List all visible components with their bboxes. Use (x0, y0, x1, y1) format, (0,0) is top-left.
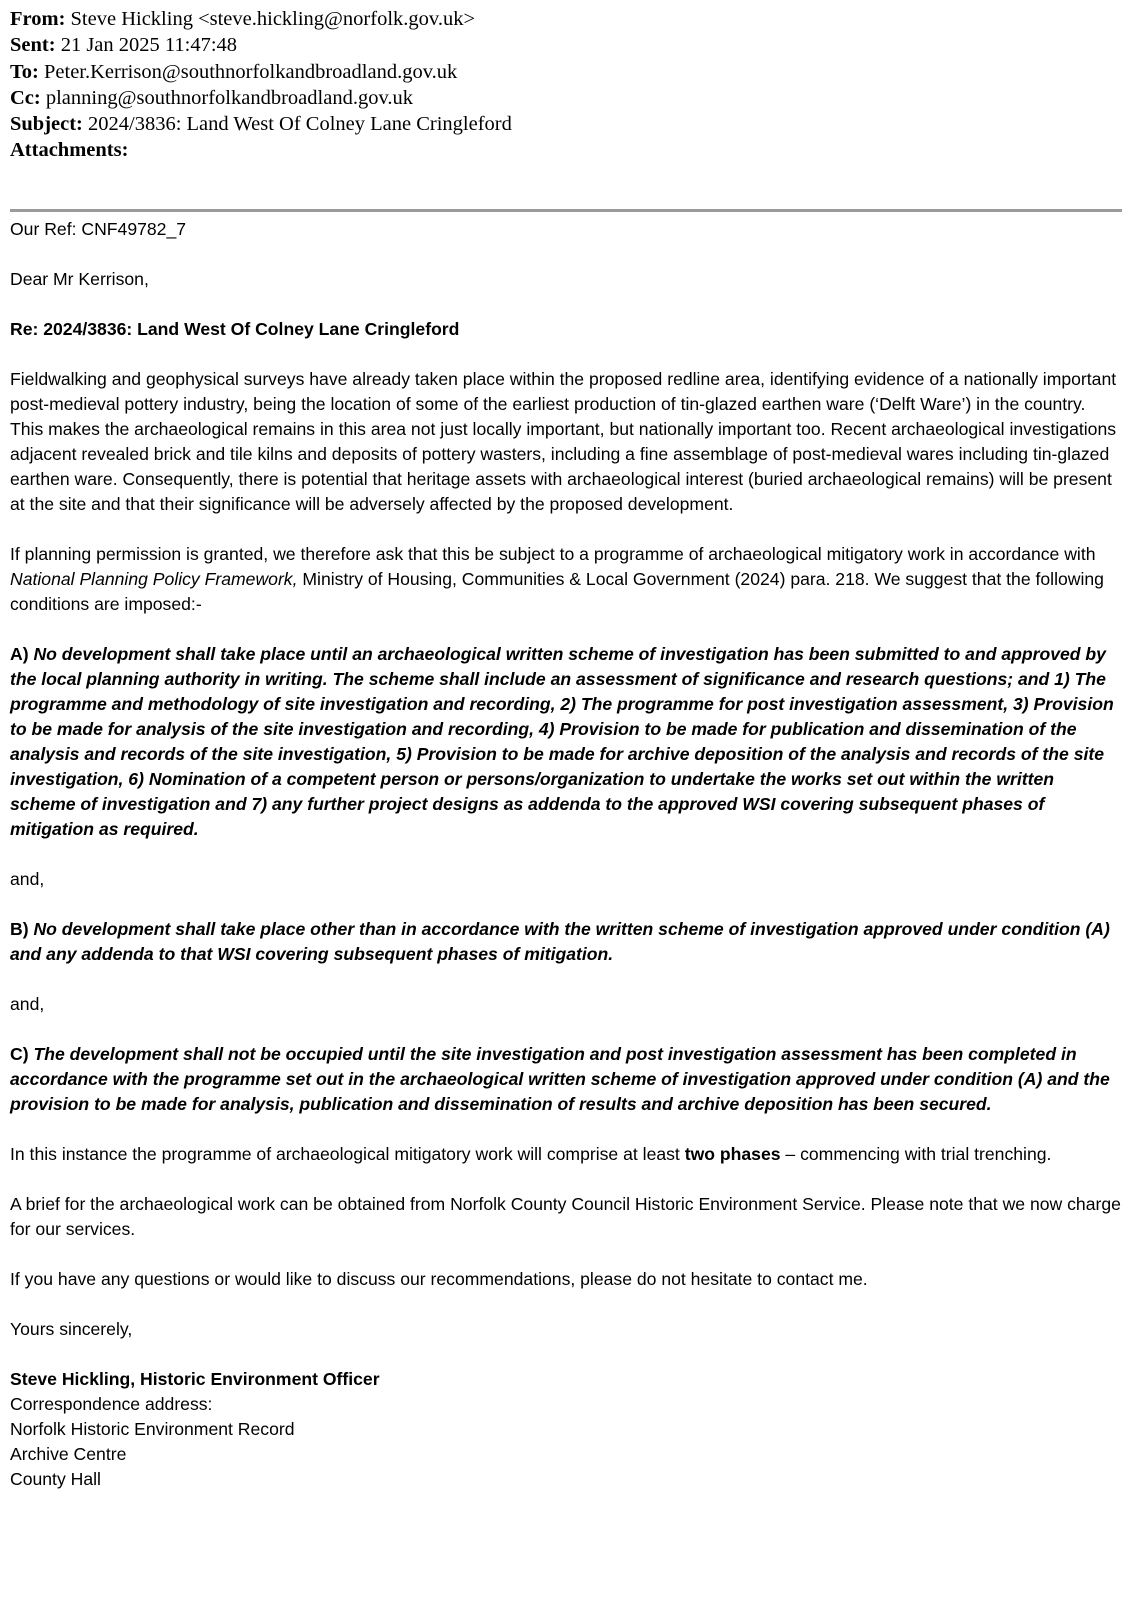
address-line-3: County Hall (10, 1469, 101, 1489)
condition-c-label: C) (10, 1044, 29, 1064)
to-label: To: (10, 60, 39, 83)
signature-block (10, 1367, 1122, 1492)
subject-label: Subject: (10, 113, 83, 136)
attachments-row (10, 137, 1122, 163)
from-row (10, 6, 1122, 32)
condition-a-text: No development shall take place until an archaeological written scheme of investigation has been submitted to and approved by the local planning authority in writing. The scheme shall include an assessment of significance and research questions; and 1) The programme and methodology of site investigation and recording, 2) The programme for post investigation assessment, 3) Provision to be made for analysis of the site investigation and recording, 4) Provision to be made for publication and dissemination of the analysis and records of the site investigation, 5) Provision to be made for archive deposition of the analysis and records of the site investigation, 6) Nomination of a competent person or persons/organization to undertake the works set out within the written scheme of investigation and 7) any further project designs as addenda to the approved WSI covering subsequent phases of mitigation as required. (10, 644, 1114, 839)
from-label: From: (10, 8, 66, 30)
cc-row (10, 85, 1122, 111)
our-ref: Our Ref: CNF49782_7 (10, 219, 187, 239)
salutation: Dear Mr Kerrison, (10, 269, 149, 289)
paragraph-1: Fieldwalking and geophysical surveys have already taken place within the proposed redline area, identifying evidence of a nationally important post-medieval pottery industry, being the location of some of the earliest production of tin-glazed earthen ware (‘Delft Ware’) in the country. This makes the archaeological remains in this area not just locally important, but nationally important too. Recent archaeological investigations adjacent revealed brick and tile kilns and deposits of pottery wasters, including a fine assemblage of post-medieval wares including tin-glazed earthen ware. Consequently, there is potential that heritage assets with archaeological interest (buried archaeological remains) will be present at the site and that their significance will be adversely affected by the proposed development. (10, 369, 1117, 514)
email-header (10, 6, 1122, 164)
subject-value: 2024/3836: Land West Of Colney Lane Cringleford (88, 113, 512, 136)
sent-label: Sent: (10, 34, 56, 57)
address-line-2: Archive Centre (10, 1444, 127, 1464)
letter-body (10, 217, 1122, 1492)
paragraph-2-start: If planning permission is granted, we therefore ask that this be subject to a programme of archaeological mitigatory work in accordance with (10, 544, 1096, 564)
condition-a (10, 642, 1122, 842)
sent-row (10, 32, 1122, 58)
address-line-1: Norfolk Historic Environment Record (10, 1419, 295, 1439)
paragraph-5: If you have any questions or would like to discuss our recommendations, please do not hesitate to contact me. (10, 1269, 868, 1289)
closing: Yours sincerely, (10, 1319, 133, 1339)
two-phases: two phases (684, 1144, 781, 1164)
paragraph-3-start: In this instance the programme of archaeological mitigatory work will comprise at least (10, 1144, 685, 1164)
cc-label: Cc: (10, 86, 41, 109)
attachments-label: Attachments: (10, 139, 129, 162)
paragraph-2 (10, 542, 1122, 617)
email-document (10, 6, 1122, 1489)
and-separator-1: and, (10, 869, 45, 889)
subject-row (10, 111, 1122, 137)
address-label: Correspondence address: (10, 1394, 213, 1414)
condition-c (10, 1042, 1122, 1117)
condition-b (10, 917, 1122, 967)
from-value: Steve Hickling <steve.hickling@norfolk.gov.uk> (70, 8, 476, 30)
nppf-title: National Planning Policy Framework, (10, 569, 298, 589)
header-divider (10, 209, 1122, 212)
re-line: Re: 2024/3836: Land West Of Colney Lane Cringleford (10, 319, 460, 339)
and-separator-2: and, (10, 994, 45, 1014)
paragraph-3 (10, 1142, 1122, 1167)
condition-c-text: The development shall not be occupied until the site investigation and post investigation assessment has been completed in accordance with the programme set out in the archaeological written scheme of investigation approved under condition (A) and the provision to be made for analysis, publication and dissemination of results and archive deposition has been secured. (10, 1044, 1110, 1114)
to-value: Peter.Kerrison@southnorfolkandbroadland.gov.uk (44, 60, 458, 83)
to-row (10, 59, 1122, 85)
paragraph-2-end: Ministry of Housing, Communities & Local Government (2024) para. 218. We suggest that the following conditions are imposed:- (10, 569, 1104, 614)
condition-a-label: A) (10, 644, 29, 664)
cc-value: planning@southnorfolkandbroadland.gov.uk (45, 86, 413, 109)
signature-name: Steve Hickling, Historic Environment Officer (10, 1369, 380, 1389)
condition-b-text: No development shall take place other than in accordance with the written scheme of investigation approved under condition (A) and any addenda to that WSI covering subsequent phases of mitigation. (10, 919, 1110, 964)
condition-b-label: B) (10, 919, 29, 939)
paragraph-4: A brief for the archaeological work can be obtained from Norfolk County Council Historic Environment Service. Please note that we now charge for our services. (10, 1194, 1121, 1239)
sent-value: 21 Jan 2025 11:47:48 (60, 34, 238, 57)
paragraph-3-end: – commencing with trial trenching. (780, 1144, 1052, 1164)
